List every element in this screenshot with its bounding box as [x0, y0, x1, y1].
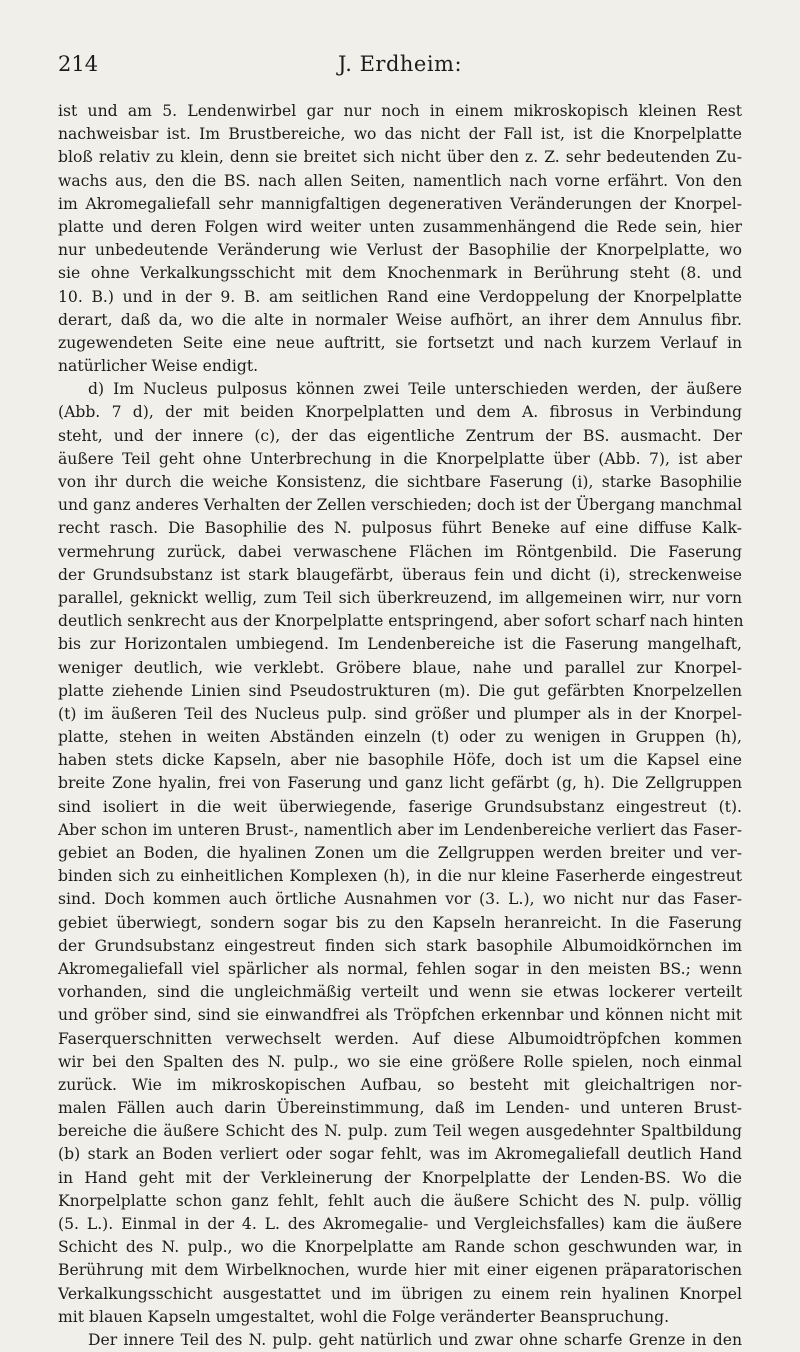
text-line: bis zur Horizontalen umbiegend. Im Lendenbereiche ist die Faserung mangelhaft,	[58, 635, 742, 654]
text-line: bereiche die äußere Schicht des N. pulp. zum Teil wegen ausgedehnter Spaltbildung	[58, 1122, 742, 1141]
text-line: zurück. Wie im mikroskopischen Aufbau, so besteht mit gleichaltrigen nor-	[58, 1075, 742, 1094]
text-line: nachweisbar ist. Im Brustbereiche, wo das nicht der Fall ist, ist die Knorpelplatte	[58, 125, 742, 144]
text-line: (5. L.). Einmal in der 4. L. des Akromegalie- und Vergleichsfalles) kam die äußere	[58, 1215, 742, 1233]
text-line: breite Zone hyalin, frei von Faserung und ganz licht gefärbt (g, h). Die Zellgruppen	[58, 774, 742, 793]
text-line: deutlich senkrecht aus der Knorpelplatte entspringend, aber sofort scharf nach hinten	[58, 612, 744, 631]
text-line: sind isoliert in die weit überwiegende, faserige Grundsubstanz eingestreut (t).	[58, 797, 742, 816]
text-line: ist und am 5. Lendenwirbel gar nur noch in einem mikroskopisch kleinen Rest	[58, 102, 742, 120]
text-line: haben stets dicke Kapseln, aber nie basophile Höfe, doch ist um die Kapsel eine	[58, 751, 742, 770]
text-line: Verkalkungsschicht ausgestattet und im übrigen zu einem rein hyalinen Knorpel	[58, 1284, 742, 1303]
page-header	[58, 52, 742, 82]
text-line: der Grundsubstanz eingestreut finden sich stark basophile Albumoidkörnchen im	[58, 936, 742, 955]
text-line: malen Fällen auch darin Übereinstimmung, daß im Lenden- und unteren Brust-	[58, 1099, 742, 1118]
text-line: wir bei den Spalten des N. pulp., wo sie eine größere Rolle spielen, noch einmal	[58, 1052, 742, 1071]
text-line: Der innere Teil des N. pulp. geht natürlich und zwar ohne scharfe Grenze in den	[88, 1330, 742, 1349]
text-line: platte und deren Folgen wird weiter unten zusammenhängend die Rede sein, hier	[58, 217, 742, 236]
text-line: Akromegaliefall viel spärlicher als normal, fehlen sogar in den meisten BS.; wenn	[58, 959, 742, 978]
running-head-author: J. Erdheim:	[337, 52, 463, 76]
text-line: d) Im Nucleus pulposus können zwei Teile unterschieden werden, der äußere	[88, 380, 742, 399]
text-line: steht, und der innere (c), der das eigentliche Zentrum der BS. ausmacht. Der	[58, 426, 742, 445]
text-line: platte, stehen in weiten Abständen einzeln (t) oder zu wenigen in Gruppen (h),	[58, 728, 742, 747]
text-line: (b) stark an Boden verliert oder sogar fehlt, was im Akromegaliefall deutlich Hand	[58, 1145, 742, 1164]
text-line: der Grundsubstanz ist stark blaugefärbt, überaus fein und dicht (i), streckenweise	[58, 565, 742, 584]
text-line: Faserquerschnitten verwechselt werden. Auf diese Albumoidtröpfchen kommen	[58, 1029, 742, 1048]
text-line: im Akromegaliefall sehr mannigfaltigen degenerativen Veränderungen der Knorpel-	[58, 194, 742, 213]
body-text	[58, 100, 742, 1352]
text-line: mit blauen Kapseln umgestaltet, wohl die Folge veränderter Beanspruchung.	[58, 1307, 670, 1326]
text-line: vermehrung zurück, dabei verwaschene Flächen im Röntgenbild. Die Faserung	[58, 542, 742, 561]
text-line: derart, daß da, wo die alte in normaler Weise aufhört, an ihrer dem Annulus fibr.	[58, 310, 742, 329]
text-line: sind. Doch kommen auch örtliche Ausnahmen vor (3. L.), wo nicht nur das Faser-	[58, 890, 742, 909]
text-line: äußere Teil geht ohne Unterbrechung in die Knorpelplatte über (Abb. 7), ist aber	[58, 449, 742, 468]
text-line: platte ziehende Linien sind Pseudostrukturen (m). Die gut gefärbten Knorpelzellen	[58, 681, 742, 700]
text-line: sie ohne Verkalkungsschicht mit dem Knochenmark in Berührung steht (8. und	[58, 264, 742, 283]
text-line: (t) im äußeren Teil des Nucleus pulp. sind größer und plumper als in der Knorpel-	[58, 704, 742, 723]
text-line: 10. B.) und in der 9. B. am seitlichen Rand eine Verdoppelung der Knorpelplatte	[58, 287, 742, 306]
text-line: und gröber sind, sind sie einwandfrei als Tröpfchen erkennbar und können nicht mit	[58, 1006, 742, 1025]
text-line: recht rasch. Die Basophilie des N. pulposus führt Beneke auf eine diffuse Kalk-	[58, 519, 742, 538]
text-line: von ihr durch die weiche Konsistenz, die sichtbare Faserung (i), starke Basophilie	[58, 473, 742, 491]
text-line: gebiet an Boden, die hyalinen Zonen um die Zellgruppen werden breiter und ver-	[58, 844, 742, 862]
text-line: gebiet überwiegt, sondern sogar bis zu den Kapseln heranreicht. In die Faserung	[58, 913, 742, 932]
page-number: 214	[58, 52, 99, 76]
text-line: in Hand geht mit der Verkleinerung der Knorpelplatte der Lenden-BS. Wo die	[58, 1168, 742, 1187]
text-line: binden sich zu einheitlichen Komplexen (h), in die nur kleine Faserherde eingestreut	[58, 867, 742, 886]
text-line: weniger deutlich, wie verklebt. Gröbere blaue, nahe und parallel zur Knorpel-	[58, 658, 742, 677]
text-line: natürlicher Weise endigt.	[58, 357, 259, 376]
text-line: Berührung mit dem Wirbelknochen, wurde hier mit einer eigenen präparatorischen	[58, 1261, 742, 1280]
text-line: Schicht des N. pulp., wo die Knorpelplatte am Rande schon geschwunden war, in	[58, 1238, 742, 1257]
text-line: (Abb. 7 d), der mit beiden Knorpelplatten und dem A. fibrosus in Verbindung	[58, 403, 742, 422]
text-line: wachs aus, den die BS. nach allen Seiten, namentlich nach vorne erfährt. Von den	[58, 171, 742, 190]
text-line: und ganz anderes Verhalten der Zellen verschieden; doch ist der Übergang manchmal	[58, 496, 742, 515]
text-line: Aber schon im unteren Brust-, namentlich aber im Lendenbereiche verliert das Faser-	[58, 820, 742, 839]
text-line: vorhanden, sind die ungleichmäßig verteilt und wenn sie etwas lockerer verteilt	[58, 983, 742, 1002]
text-line: bloß relativ zu klein, denn sie breitet sich nicht über den z. Z. sehr bedeutenden Zu-	[58, 148, 742, 167]
text-line: nur unbedeutende Veränderung wie Verlust der Basophilie der Knorpelplatte, wo	[58, 241, 742, 260]
text-line: zugewendeten Seite eine neue auftritt, sie fortsetzt und nach kurzem Verlauf in	[58, 333, 742, 352]
text-line: parallel, geknickt wellig, zum Teil sich überkreuzend, im allgemeinen wirr, nur vorn	[58, 588, 742, 607]
text-line: Knorpelplatte schon ganz fehlt, fehlt auch die äußere Schicht des N. pulp. völlig	[58, 1191, 742, 1210]
